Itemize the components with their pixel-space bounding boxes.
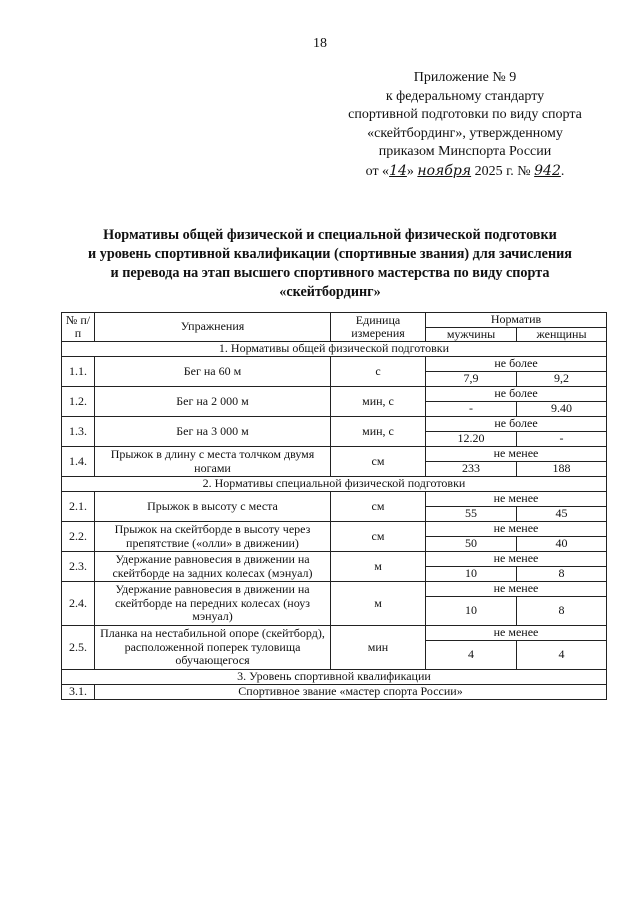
appendix-line: к федеральному стандарту: [385, 88, 545, 104]
row-men: 4: [426, 641, 517, 670]
header-norm: Норматив: [426, 313, 607, 328]
row-exercise: Спортивное звание «мастер спорта России»: [95, 685, 607, 700]
row-unit: мин: [331, 626, 426, 670]
row-men: 10: [426, 597, 517, 626]
table-row: [62, 552, 607, 567]
header-exercise: Упражнения: [95, 313, 331, 342]
date-end: .: [560, 163, 565, 179]
handwritten-day: 14: [389, 162, 407, 179]
row-num: 2.1.: [62, 492, 95, 522]
section-row: [62, 670, 607, 685]
section-row: [62, 342, 607, 357]
row-unit: мин, с: [331, 387, 426, 417]
appendix-line: приказом Минспорта России: [378, 144, 552, 159]
header-unit: Единица измерения: [331, 313, 426, 342]
row-num: 2.3.: [62, 552, 95, 582]
row-num: 3.1.: [62, 685, 95, 700]
row-condition: не более: [426, 417, 607, 432]
table-header-row: [62, 313, 607, 328]
row-exercise: Удержание равновесия в движении на скейтборде на задних колесах (мэнуал): [95, 552, 331, 582]
row-women: 9,2: [517, 372, 607, 387]
row-unit: мин, с: [331, 417, 426, 447]
row-women: 8: [517, 597, 607, 626]
table-row: [62, 387, 607, 402]
title-line: Нормативы общей физической и специальной физической подготовки: [103, 227, 557, 243]
row-condition: не более: [426, 387, 607, 402]
row-exercise: Бег на 60 м: [95, 357, 331, 387]
row-women: 188: [517, 462, 607, 477]
date-year: 2025 г. №: [474, 163, 531, 179]
norms-table: [61, 312, 607, 700]
row-exercise: Бег на 2 000 м: [95, 387, 331, 417]
table-row: [62, 357, 607, 372]
section-row: [62, 477, 607, 492]
row-exercise: Прыжок в высоту с места: [95, 492, 331, 522]
table-row: [62, 582, 607, 597]
row-condition: не менее: [426, 492, 607, 507]
row-men: 12.20: [426, 432, 517, 447]
header-men: мужчины: [426, 327, 517, 342]
table-row: [62, 685, 607, 700]
row-men: -: [426, 402, 517, 417]
row-num: 2.4.: [62, 582, 95, 626]
handwritten-month: ноября: [417, 162, 472, 179]
page-number: 18: [313, 36, 327, 51]
row-women: 9.40: [517, 402, 607, 417]
row-condition: не менее: [426, 447, 607, 462]
row-num: 1.2.: [62, 387, 95, 417]
row-condition: не менее: [426, 552, 607, 567]
row-condition: не менее: [426, 626, 607, 641]
header-women: женщины: [517, 327, 607, 342]
row-exercise: Прыжок на скейтборде в высоту через препятствие («олли» в движении): [95, 522, 331, 552]
row-num: 1.4.: [62, 447, 95, 477]
row-condition: не менее: [426, 522, 607, 537]
date-prefix: от «: [365, 163, 390, 179]
row-num: 2.5.: [62, 626, 95, 670]
row-exercise: Бег на 3 000 м: [95, 417, 331, 447]
document-title: [60, 226, 600, 302]
appendix-line: «скейтбординг», утвержденному: [367, 125, 563, 141]
section-title: 3. Уровень спортивной квалификации: [62, 670, 607, 685]
header-num: № п/п: [62, 313, 95, 342]
title-line: и перевода на этап высшего спортивного мастерства по виду спорта: [110, 265, 550, 281]
section-title: 2. Нормативы специальной физической подготовки: [62, 477, 607, 492]
row-women: 4: [517, 641, 607, 670]
table-row: [62, 522, 607, 537]
row-men: 7,9: [426, 372, 517, 387]
row-men: 10: [426, 567, 517, 582]
appendix-line: спортивной подготовки по виду спорта: [348, 107, 582, 122]
row-women: 40: [517, 537, 607, 552]
row-num: 1.3.: [62, 417, 95, 447]
date-mid: »: [406, 163, 414, 179]
row-women: -: [517, 432, 607, 447]
row-num: 1.1.: [62, 357, 95, 387]
row-num: 2.2.: [62, 522, 95, 552]
row-exercise: Планка на нестабильной опоре (скейтборд), расположенной поперек туловища обучающегося: [95, 626, 331, 670]
row-unit: с: [331, 357, 426, 387]
title-line: и уровень спортивной квалификации (спортивные звания) для зачисления: [88, 246, 572, 262]
table-row: [62, 447, 607, 462]
row-exercise: Удержание равновесия в движении на скейтборде на передних колесах (ноуз мэнуал): [95, 582, 331, 626]
appendix-header: [330, 69, 600, 181]
row-unit: см: [331, 447, 426, 477]
row-women: 45: [517, 507, 607, 522]
appendix-date-line: [330, 162, 600, 182]
row-women: 8: [517, 567, 607, 582]
handwritten-number: 942: [534, 162, 561, 179]
row-men: 50: [426, 537, 517, 552]
row-condition: не менее: [426, 582, 607, 597]
row-men: 233: [426, 462, 517, 477]
table-row: [62, 626, 607, 641]
row-men: 55: [426, 507, 517, 522]
row-unit: см: [331, 522, 426, 552]
row-unit: см: [331, 492, 426, 522]
row-condition: не более: [426, 357, 607, 372]
row-unit: м: [331, 552, 426, 582]
table-row: [62, 417, 607, 432]
table-row: [62, 492, 607, 507]
row-unit: м: [331, 582, 426, 626]
appendix-line: Приложение № 9: [413, 70, 517, 85]
section-title: 1. Нормативы общей физической подготовки: [62, 342, 607, 357]
title-line: «скейтбординг»: [279, 284, 381, 300]
row-exercise: Прыжок в длину с места толчком двумя ногами: [95, 447, 331, 477]
